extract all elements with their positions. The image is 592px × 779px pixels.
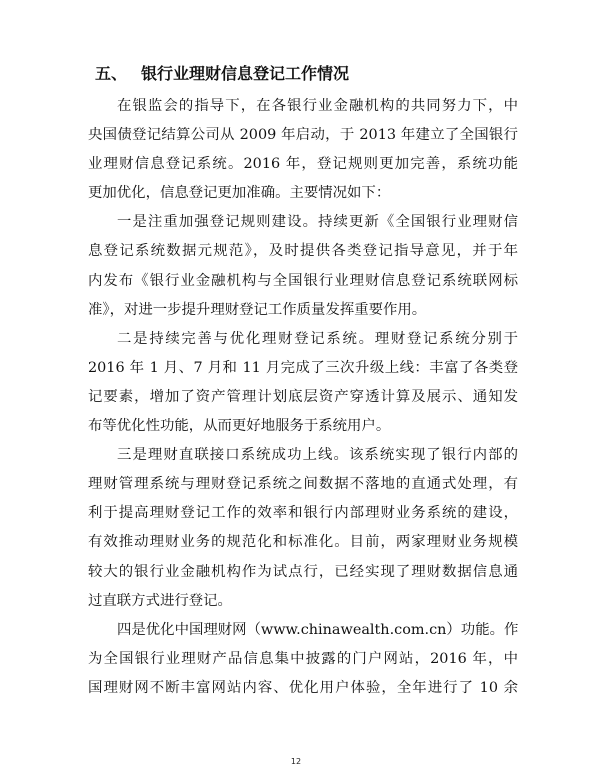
page-number: 12	[290, 757, 302, 766]
body-line: 二是持续完善与优化理财登记系统。理财登记系统分别于	[117, 330, 518, 347]
body-line: 理财管理系统与理财登记系统之间数据不落地的直通式处理，有	[88, 476, 518, 493]
body-line: 四是优化中国理财网（www.chinawealth.com.cn）功能。作	[117, 621, 518, 638]
body-line: 过直联方式进行登记。	[88, 592, 232, 609]
body-line: 准》，对进一步提升理财登记工作质量发挥重要作用。	[88, 301, 427, 318]
body-line: 在银监会的指导下，在各银行业金融机构的共同努力下，中	[117, 98, 518, 114]
body-line: 业理财信息登记系统。2016 年，登记规则更加完善，系统功能	[88, 156, 518, 173]
body-line: 息登记系统数据元规范》，及时提供各类登记指导意见，并于年	[88, 243, 518, 260]
body-line: 国理财网不断丰富网站内容、优化用户体验，全年进行了 10 余	[88, 679, 518, 696]
body-line: 内发布《银行业金融机构与全国银行业理财信息登记系统联网标	[88, 272, 518, 289]
body-line: 更加优化，信息登记更加准确。主要情况如下：	[88, 185, 391, 202]
body-line: 布等优化性功能，从而更好地服务于系统用户。	[88, 418, 391, 435]
section-heading	[95, 64, 349, 84]
section-title: 银行业理财信息登记工作情况	[141, 64, 350, 83]
body-line: 2016 年 1 月、7 月和 11 月完成了三次升级上线：丰富了各类登	[88, 359, 518, 376]
body-line: 三是理财直联接口系统成功上线。该系统实现了银行内部的	[117, 447, 518, 464]
body-line: 利于提高理财登记工作的效率和银行内部理财业务系统的建设，	[88, 505, 518, 522]
body-line: 有效推动理财业务的规范化和标准化。目前，两家理财业务规模	[88, 534, 518, 551]
body-line: 较大的银行业金融机构作为试点行，已经实现了理财数据信息通	[88, 563, 518, 580]
section-number: 五、	[95, 64, 128, 83]
body-text	[88, 92, 518, 703]
body-line: 为全国银行业理财产品信息集中披露的门户网站，2016 年，中	[88, 650, 518, 667]
body-line: 记要素，增加了资产管理计划底层资产穿透计算及展示、通知发	[88, 388, 518, 405]
body-line: 一是注重加强登记规则建设。持续更新《全国银行业理财信	[117, 214, 518, 231]
body-line: 央国债登记结算公司从 2009 年启动，于 2013 年建立了全国银行	[88, 127, 518, 144]
